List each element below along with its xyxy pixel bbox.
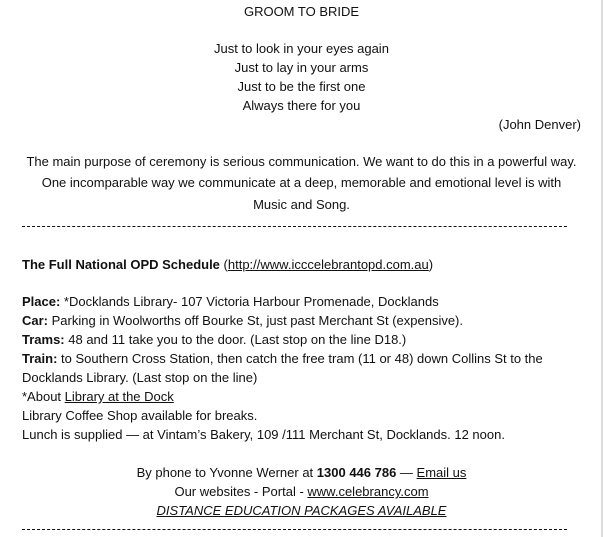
trams-line xyxy=(22,332,406,347)
distance-line xyxy=(0,503,603,518)
schedule-url-link[interactable]: http://www.icccelebrantopd.com.au xyxy=(227,257,429,272)
phone-line xyxy=(0,465,603,480)
distance-education-link[interactable]: DISTANCE EDUCATION PACKAGES AVAILABLE xyxy=(156,503,447,518)
websites-line xyxy=(0,484,603,499)
coffee-line: Library Coffee Shop available for breaks. xyxy=(22,408,258,423)
phone-prefix: By phone to Yvonne Werner at xyxy=(136,465,317,480)
email-us-link[interactable]: Email us xyxy=(416,465,467,480)
phone-number: 1300 446 786 xyxy=(316,465,397,480)
place-label: Place: xyxy=(22,294,61,309)
train-value: to Southern Cross Station, then catch the free tram (11 or 48) down Collins St to the xyxy=(57,351,543,366)
divider-bottom xyxy=(22,529,567,531)
about-line xyxy=(22,389,174,404)
car-value: Parking in Woolworths off Bourke St, just past Merchant St (expensive). xyxy=(48,313,463,328)
car-line xyxy=(22,313,463,328)
intro-line-3: Music and Song. xyxy=(253,197,350,212)
websites-prefix: Our websites - Portal - xyxy=(174,484,308,499)
schedule-paren-open: ( xyxy=(219,257,228,272)
intro-line-1: The main purpose of ceremony is serious communication. We want to do this in a powerful way. xyxy=(26,154,577,169)
celebrancy-website-link[interactable]: www.celebrancy.com xyxy=(307,484,429,499)
divider-top xyxy=(22,226,567,228)
intro-line-2: One incomparable way we communicate at a deep, memorable and emotional level is with xyxy=(41,175,562,190)
car-label: Car: xyxy=(22,313,49,328)
poem-line-4: Always there for you xyxy=(242,98,361,113)
library-at-the-dock-link[interactable]: Library at the Dock xyxy=(64,389,174,404)
phone-dash: — xyxy=(396,465,417,480)
poem-line-2: Just to lay in your arms xyxy=(234,60,369,75)
place-line xyxy=(22,294,439,309)
poem-line-1: Just to look in your eyes again xyxy=(214,41,389,56)
schedule-paren-close: ) xyxy=(428,257,434,272)
poem-author: (John Denver) xyxy=(498,117,581,132)
lunch-line: Lunch is supplied — at Vintam’s Bakery, 109 /111 Merchant St, Docklands. 12 noon. xyxy=(22,427,505,442)
place-value: *Docklands Library- 107 Victoria Harbour Promenade, Docklands xyxy=(60,294,439,309)
schedule-label: The Full National OPD Schedule xyxy=(22,257,220,272)
train-line-2: Docklands Library. (Last stop on the line) xyxy=(22,370,258,385)
about-prefix: *About xyxy=(22,389,65,404)
train-line xyxy=(22,351,543,366)
page-title: GROOM TO BRIDE xyxy=(243,4,360,19)
poem-line-3: Just to be the first one xyxy=(237,79,366,94)
trams-label: Trams: xyxy=(22,332,65,347)
schedule-line xyxy=(22,257,433,272)
train-label: Train: xyxy=(22,351,58,366)
trams-value: 48 and 11 take you to the door. (Last stop on the line D18.) xyxy=(64,332,407,347)
